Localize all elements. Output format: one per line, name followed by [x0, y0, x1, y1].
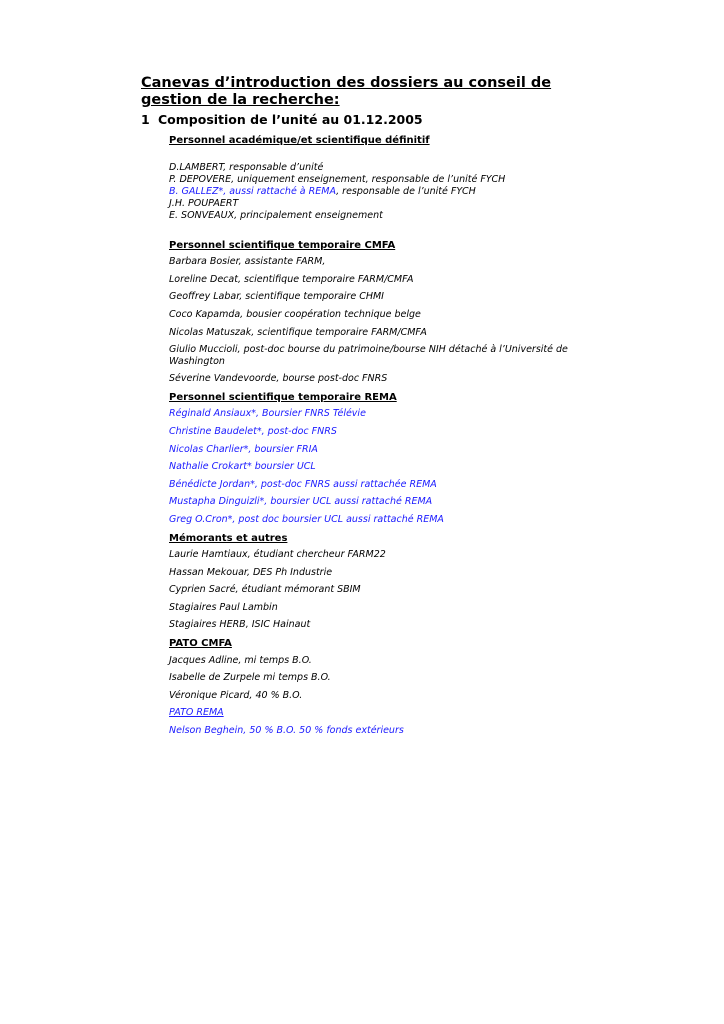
cmfa-member: Barbara Bosier, assistante FARM, — [169, 256, 326, 268]
academic-member: E. SONVEAUX, principalement enseignement — [169, 210, 383, 222]
rema-member: Greg O.Cron*, post doc boursier UCL aussi rattaché REMA — [169, 513, 444, 525]
rema-heading: Personnel scientifique temporaire REMA — [169, 391, 397, 403]
memorants-heading: Mémorants et autres — [169, 532, 288, 544]
memorant-item: Stagiaires Paul Lambin — [169, 601, 278, 613]
document-content — [169, 134, 589, 743]
cmfa-member: Nicolas Matuszak, scientifique temporaire FARM/CMFA — [169, 326, 427, 338]
cmfa-member: Séverine Vandevoorde, bourse post-doc FNRS — [169, 373, 388, 385]
section-number: 1 — [141, 112, 150, 127]
cmfa-member: Loreline Decat, scientifique temporaire FARM/CMFA — [169, 273, 414, 285]
memorant-item: Hassan Mekouar, DES Ph Industrie — [169, 566, 333, 578]
pato-member: Isabelle de Zurpele mi temps B.O. — [169, 672, 331, 684]
section-title: Composition de l’unité au 01.12.2005 — [158, 112, 423, 127]
academic-member-highlight: B. GALLEZ*, aussi rattaché à REMA — [169, 186, 337, 197]
memorant-item: Stagiaires HERB, ISIC Hainaut — [169, 619, 311, 631]
memorant-item: Cyprien Sacré, étudiant mémorant SBIM — [169, 584, 361, 596]
rema-member: Nicolas Charlier*, boursier FRIA — [169, 443, 318, 455]
pato-cmfa-heading: PATO CMFA — [169, 638, 232, 650]
academic-member: J.H. POUPAERT — [169, 198, 239, 210]
pato-rema-label: PATO REMA — [169, 707, 224, 719]
rema-member: Bénédicte Jordan*, post-doc FNRS aussi rattachée REMA — [169, 478, 437, 490]
cmfa-member: Giulio Muccioli, post-doc bourse du patrimoine/bourse NIH détaché à l’Université de Washington — [169, 344, 568, 367]
memorant-item: Laurie Hamtiaux, étudiant chercheur FARM22 — [169, 549, 386, 561]
pato-rema-member: Nelson Beghein, 50 % B.O. 50 % fonds extérieurs — [169, 725, 404, 737]
cmfa-heading: Personnel scientifique temporaire CMFA — [169, 239, 396, 251]
cmfa-member: Geoffrey Labar, scientifique temporaire CHMI — [169, 291, 384, 303]
section-heading — [141, 112, 423, 127]
rema-member: Mustapha Dinguizli*, boursier UCL aussi rattaché REMA — [169, 496, 433, 508]
rema-member: Nathalie Crokart* boursier UCL — [169, 461, 316, 473]
rema-member: Réginald Ansiaux*, Boursier FNRS Télévie — [169, 408, 366, 420]
rema-member: Christine Baudelet*, post-doc FNRS — [169, 425, 337, 437]
academic-member-role: , responsable de l’unité FYCH — [336, 186, 476, 197]
pato-member: Véronique Picard, 40 % B.O. — [169, 689, 303, 701]
document-title: Canevas d’introduction des dossiers au conseil de gestion de la recherche: — [141, 75, 552, 108]
pato-member: Jacques Adline, mi temps B.O. — [169, 654, 312, 666]
academic-member: P. DEPOVERE, uniquement enseignement, responsable de l’unité FYCH — [169, 173, 506, 185]
academic-member: D.LAMBERT, responsable d’unité — [169, 161, 324, 173]
academic-member — [169, 186, 589, 198]
academic-heading: Personnel académique/et scientifique définitif — [169, 135, 430, 146]
cmfa-member: Coco Kapamda, bousier coopération technique belge — [169, 308, 421, 320]
